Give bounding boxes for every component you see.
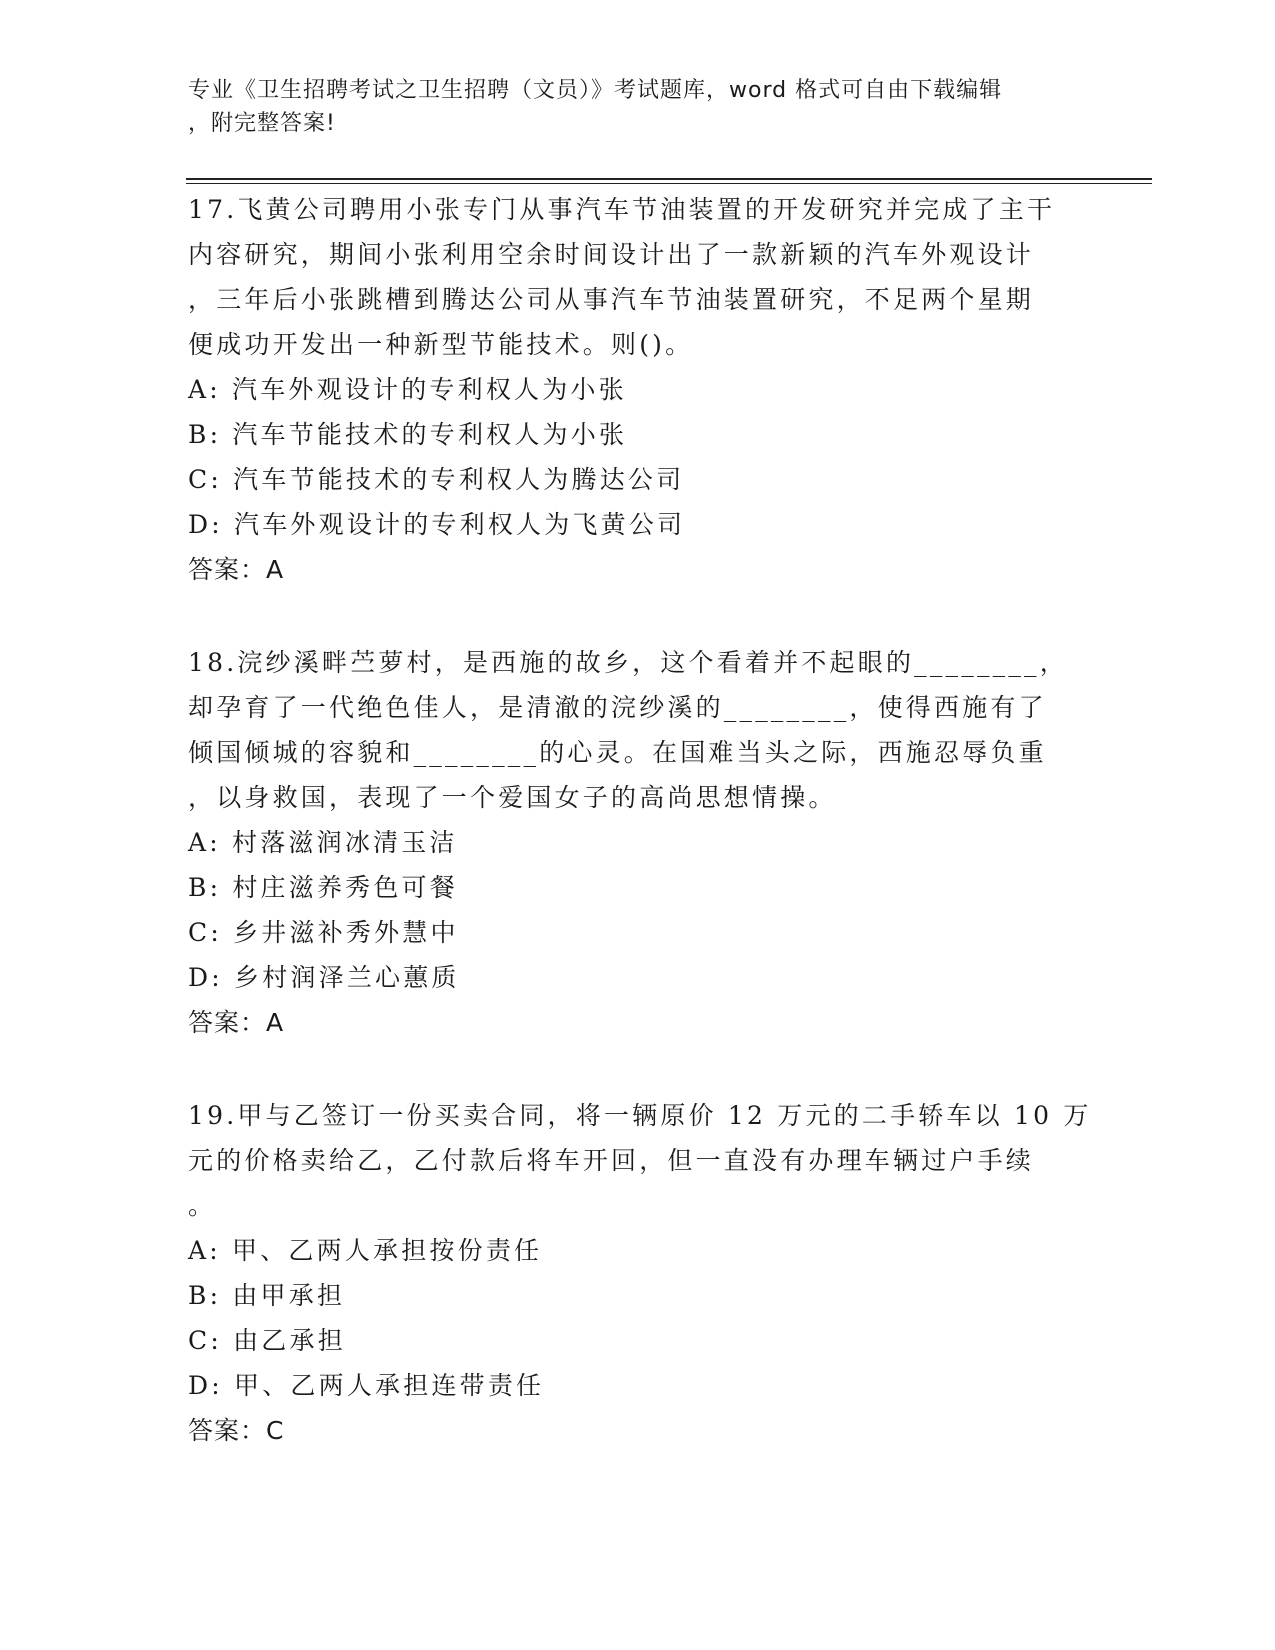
question-19 bbox=[188, 1093, 1092, 1453]
question-19-stem-line-1: 19.甲与乙签订一份买卖合同，将一辆原价 12 万元的二手轿车以 10 万 bbox=[188, 1101, 1092, 1130]
question-17 bbox=[188, 187, 1068, 592]
question-17-answer: 答案：A bbox=[188, 555, 285, 584]
question-19-option-d: D: 甲、乙两人承担连带责任 bbox=[188, 1371, 545, 1400]
question-18-stem-line-4: ，以身救国，表现了一个爱国女子的高尚思想情操。 bbox=[188, 783, 837, 812]
question-18-option-c: C: 乡井滋补秀外慧中 bbox=[188, 918, 459, 947]
question-17-stem-line-4: 便成功开发出一种新型节能技术。则()。 bbox=[188, 330, 694, 359]
question-18 bbox=[188, 640, 1068, 1045]
question-17-stem-line-3: ，三年后小张跳槽到腾达公司从事汽车节油装置研究，不足两个星期 bbox=[188, 285, 1035, 314]
question-17-option-c: C: 汽车节能技术的专利权人为腾达公司 bbox=[188, 465, 685, 494]
question-18-option-d: D: 乡村润泽兰心蕙质 bbox=[188, 963, 460, 992]
question-17-stem-line-1: 17.飞黄公司聘用小张专门从事汽车节油装置的开发研究并完成了主干 bbox=[188, 195, 1056, 224]
question-18-option-b: B: 村庄滋养秀色可餐 bbox=[188, 873, 458, 902]
question-19-option-c: C: 由乙承担 bbox=[188, 1326, 346, 1355]
header-line-1: 专业《卫生招聘考试之卫生招聘（文员）》考试题库，word 格式可自由下载编辑 bbox=[188, 78, 1003, 103]
question-18-stem-line-2: 却孕育了一代绝色佳人，是清澈的浣纱溪的________，使得西施有了 bbox=[188, 693, 1047, 722]
question-18-option-a: A: 村落滋润冰清玉洁 bbox=[188, 828, 458, 857]
question-18-stem-line-3: 倾国倾城的容貌和________的心灵。在国难当头之际，西施忍辱负重 bbox=[188, 738, 1047, 767]
question-19-option-a: A: 甲、乙两人承担按份责任 bbox=[188, 1236, 543, 1265]
header-divider-thin bbox=[186, 183, 1152, 184]
header-divider-thick bbox=[186, 178, 1152, 180]
question-17-option-a: A: 汽车外观设计的专利权人为小张 bbox=[188, 375, 627, 404]
header-line-2: ，附完整答案! bbox=[188, 111, 336, 136]
question-17-option-b: B: 汽车节能技术的专利权人为小张 bbox=[188, 420, 628, 449]
question-18-stem-line-1: 18.浣纱溪畔苎萝村，是西施的故乡，这个看着并不起眼的________， bbox=[188, 648, 1068, 677]
question-19-option-b: B: 由甲承担 bbox=[188, 1281, 346, 1310]
question-19-answer: 答案：C bbox=[188, 1416, 285, 1445]
question-17-stem-line-2: 内容研究，期间小张利用空余时间设计出了一款新颖的汽车外观设计 bbox=[188, 240, 1035, 269]
question-19-stem-line-2: 元的价格卖给乙，乙付款后将车开回，但一直没有办理车辆过户手续 bbox=[188, 1146, 1035, 1175]
question-17-option-d: D: 汽车外观设计的专利权人为飞黄公司 bbox=[188, 510, 686, 539]
question-18-answer: 答案：A bbox=[188, 1008, 285, 1037]
question-19-stem-line-3: 。 bbox=[188, 1191, 217, 1220]
document-header bbox=[188, 74, 1068, 140]
